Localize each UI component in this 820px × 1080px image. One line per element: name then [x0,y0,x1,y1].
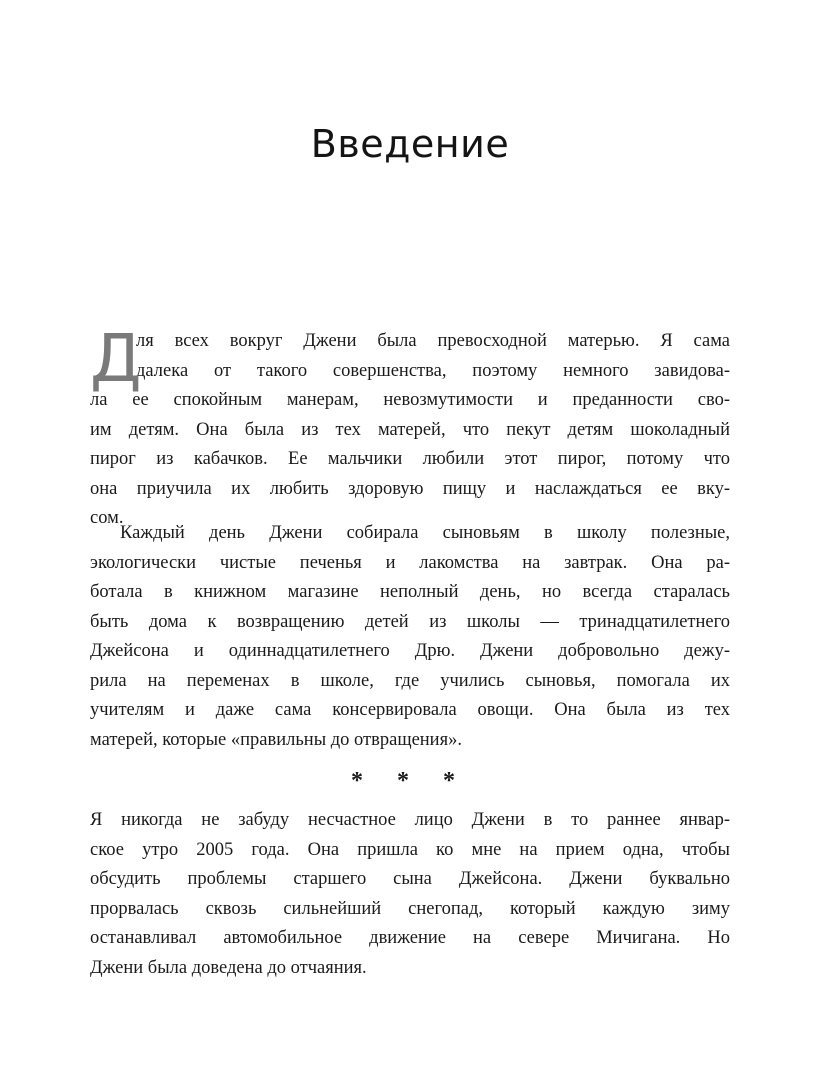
chapter-title: Введение [310,122,510,166]
paragraph-line: она приучила их любить здоровую пищу и наслаждаться ее вку- [90,478,730,499]
paragraph-line: Каждый день Джени собирала сыновьям в школу полезные, [120,523,730,543]
paragraph-line: обсудить проблемы старшего сына Джейсона. Джени буквально [90,869,730,889]
intro-paragraph [90,320,730,534]
paragraph-line: прорвалась сквозь сильнейший снегопад, который каждую зиму [90,898,730,919]
paragraph-line: им детям. Она была из тех матерей, что пекут детям шоколадный [90,419,730,440]
paragraph-line: ля всех вокруг Джени была превосходной матерью. Я сама [136,331,730,351]
book-page [90,0,730,1080]
paragraph-line: ботала в книжном магазине неполный день, но всегда старалась [90,582,730,602]
third-paragraph [90,806,730,983]
drop-cap-letter: Д [90,320,142,397]
paragraph-line: Джени была доведена до отчаяния. [90,957,367,978]
paragraph-line: быть дома к возвращению детей из школы — тринадцатилетнего [90,611,730,632]
paragraph-line: Я никогда не забуду несчастное лицо Джени в то раннее январ- [90,810,730,830]
paragraph-line: матерей, которые «правильны до отвращения». [90,729,462,750]
paragraph-line: Джейсона и одиннадцатилетнего Дрю. Джени добровольно дежу- [90,641,730,661]
section-separator: * * * [351,768,469,794]
paragraph-line: ла ее спокойным манерам, невозмутимости и преданности сво- [90,390,730,410]
second-paragraph [90,519,730,755]
paragraph-line: рила на переменах в школе, где учились сыновья, помогала их [90,670,730,691]
paragraph-line: сом. [90,508,124,528]
paragraph-line: далека от такого совершенства, поэтому немного завидова- [136,360,730,381]
paragraph-line: останавливал автомобильное движение на севере Мичигана. Но [90,928,730,948]
paragraph-line: учителям и даже сама консервировала овощи. Она была из тех [90,700,730,720]
paragraph-line: ское утро 2005 года. Она пришла ко мне на прием одна, чтобы [90,839,730,860]
paragraph-line: пирог из кабачков. Ее мальчики любили этот пирог, потому что [90,449,730,469]
paragraph-line: экологически чистые печенья и лакомства на завтрак. Она ра- [90,552,730,573]
